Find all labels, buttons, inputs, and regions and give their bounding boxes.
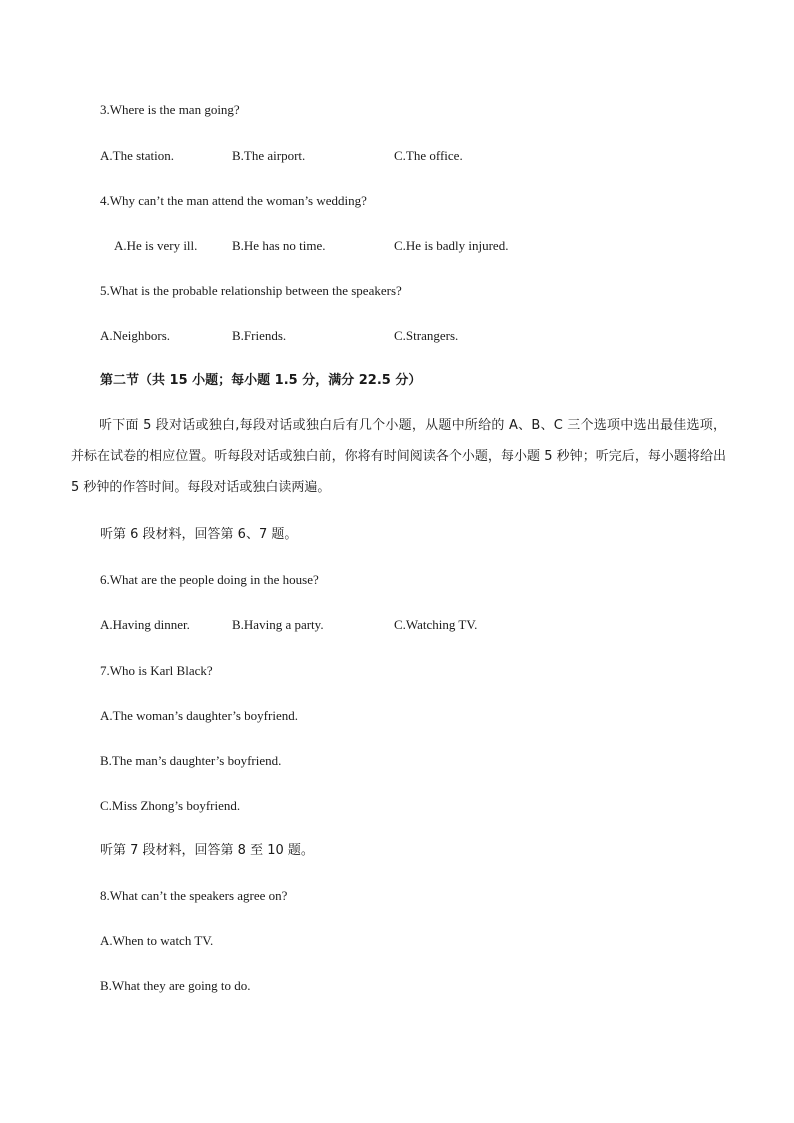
question-7: 7.Who is Karl Black? [100,663,213,678]
option-b: B.He has no time. [232,238,326,253]
option-c: C.He is badly injured. [394,238,509,253]
option-b: B.The airport. [232,148,306,163]
question-8: 8.What can’t the speakers agree on? [100,888,288,903]
question-3: 3.Where is the man going? [100,102,240,117]
option-a: A.Having dinner. [100,617,190,632]
material-7-heading: 听第 7 段材料，回答第 8 至 10 题。 [100,843,314,858]
option-a: A.Neighbors. [100,328,171,343]
material-6-heading: 听第 6 段材料，回答第 6、7 题。 [100,527,298,542]
option-c: C.Strangers. [394,328,459,343]
question-8-option-b: B.What they are going to do. [100,978,251,993]
question-8-option-a: A.When to watch TV. [100,933,214,948]
question-7-option-b: B.The man’s daughter’s boyfriend. [100,753,282,768]
question-4: 4.Why can’t the man attend the woman’s wedding? [100,193,367,208]
section-2-instructions: 听下面 5 段对话或独白,每段对话或独白后有几个小题，从题中所给的 A、B、C 三个选项中选出最佳选项，并标在试卷的相应位置。听每段对话或独白前，你将有时间阅读各个小题，每小题 5 秒钟；听完后，每小题将给出 5 秒钟的作答时间。每段对话或独白读两遍。 [71,418,726,495]
option-c: C.Watching TV. [394,617,478,632]
option-c: C.The office. [394,148,463,163]
section-2-title: 第二节（共 15 小题；每小题 1.5 分，满分 22.5 分） [100,373,422,388]
question-6: 6.What are the people doing in the house? [100,572,319,587]
question-7-option-a: A.The woman’s daughter’s boyfriend. [100,708,298,723]
question-5: 5.What is the probable relationship between the speakers? [100,283,402,298]
question-7-option-c: C.Miss Zhong’s boyfriend. [100,798,241,813]
option-a: A.The station. [100,148,175,163]
option-b: B.Having a party. [232,617,324,632]
option-b: B.Friends. [232,328,287,343]
option-a: A.He is very ill. [114,238,198,253]
